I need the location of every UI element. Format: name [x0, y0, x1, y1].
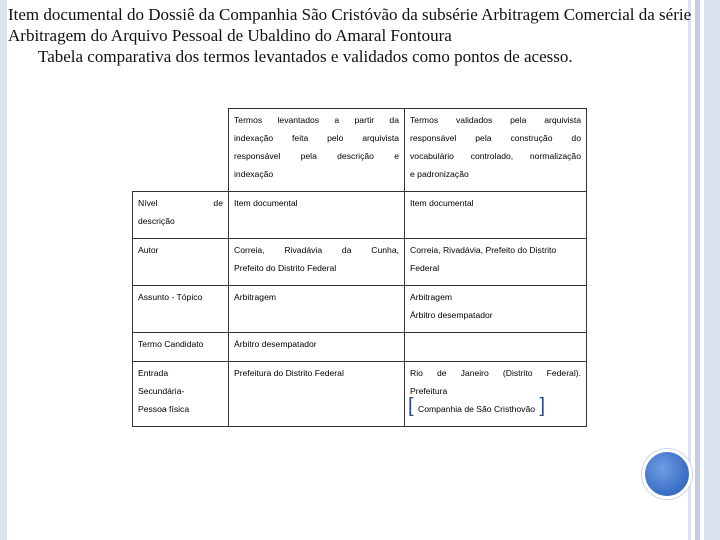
row-label-line: Pessoa física — [138, 404, 190, 414]
header-levantados-line: indexação feita pelo arquivista — [234, 133, 399, 143]
row-label — [133, 192, 229, 239]
header-empty-cell — [133, 109, 229, 192]
row-validados — [405, 239, 587, 286]
title-line-2: Tabela comparativa dos termos levantados e validados como pontos de acesso. — [38, 47, 573, 66]
row-validados — [405, 362, 587, 427]
left-rail — [0, 0, 7, 540]
comparison-table — [132, 108, 587, 427]
row-levantados — [229, 286, 405, 333]
validados-line: Companhia de São Cristhovão — [418, 404, 536, 414]
levantados-line: Árbitro desempatador — [234, 339, 317, 349]
table-row — [133, 333, 587, 362]
decorative-circle — [642, 449, 692, 499]
levantados-line: Arbitragem — [234, 292, 277, 302]
table-row — [133, 286, 587, 333]
row-label-line: Autor — [138, 245, 159, 255]
header-row — [133, 109, 587, 192]
validados-line: Árbitro desempatador — [410, 310, 493, 320]
row-levantados — [229, 239, 405, 286]
row-label-line: Secundária- — [138, 386, 185, 396]
right-bracket-icon: ] — [539, 395, 546, 417]
bracketed-term — [408, 395, 546, 418]
validados-line: Prefeitura — [410, 386, 448, 396]
header-levantados — [229, 109, 405, 192]
row-label — [133, 362, 229, 427]
row-levantados — [229, 333, 405, 362]
right-rail-wide — [704, 0, 720, 540]
table-row — [133, 239, 587, 286]
row-validados — [405, 192, 587, 239]
row-validados — [405, 333, 587, 362]
header-validados-line: vocabulário controlado, normalização — [410, 151, 581, 161]
row-label — [133, 286, 229, 333]
table-row — [133, 362, 587, 427]
row-label — [133, 239, 229, 286]
row-label-line: descrição — [138, 216, 175, 226]
header-validados-line: Termos validados pela arquivista — [410, 115, 581, 125]
title-line-1: Item documental do Dossiê da Companhia São Cristóvão da subsérie Arbitragem Comercial da série Arbitragem do Arquivo Pessoal de Ubaldino do Amaral Fontoura — [8, 5, 692, 45]
header-levantados-line: responsável pela descrição e — [234, 151, 399, 161]
row-levantados — [229, 192, 405, 239]
levantados-line: Item documental — [234, 198, 298, 208]
validados-line: Correia, Rivadávia, Prefeito do Distrito — [410, 245, 557, 255]
left-bracket-icon: [ — [408, 395, 414, 417]
header-levantados-line: Termos levantados a partir da — [234, 115, 399, 125]
levantados-line: Prefeito do Distrito Federal — [234, 263, 337, 273]
row-validados — [405, 286, 587, 333]
right-rail-thin — [688, 0, 691, 540]
levantados-line: Correia, Rivadávia da Cunha, — [234, 245, 399, 255]
validados-line: Item documental — [410, 198, 474, 208]
slide-title — [8, 4, 698, 67]
validados-line: Rio de Janeiro (Distrito Federal). — [410, 368, 581, 378]
header-validados-line: e padronização — [410, 169, 469, 179]
right-rail-mid — [695, 0, 700, 540]
row-levantados — [229, 362, 405, 427]
row-label-line: Termo Candidato — [138, 339, 204, 349]
header-validados — [405, 109, 587, 192]
row-label-line: Entrada — [138, 368, 169, 378]
validados-line: Federal — [410, 263, 440, 273]
header-validados-line: responsável pela construção do — [410, 133, 581, 143]
header-levantados-line: indexação — [234, 169, 274, 179]
row-label-line: Nível de — [138, 198, 223, 208]
levantados-line: Prefeitura do Distrito Federal — [234, 368, 344, 378]
table-row — [133, 192, 587, 239]
row-label-line: Assunto - Tópico — [138, 292, 203, 302]
row-label — [133, 333, 229, 362]
validados-line: Arbitragem — [410, 292, 453, 302]
